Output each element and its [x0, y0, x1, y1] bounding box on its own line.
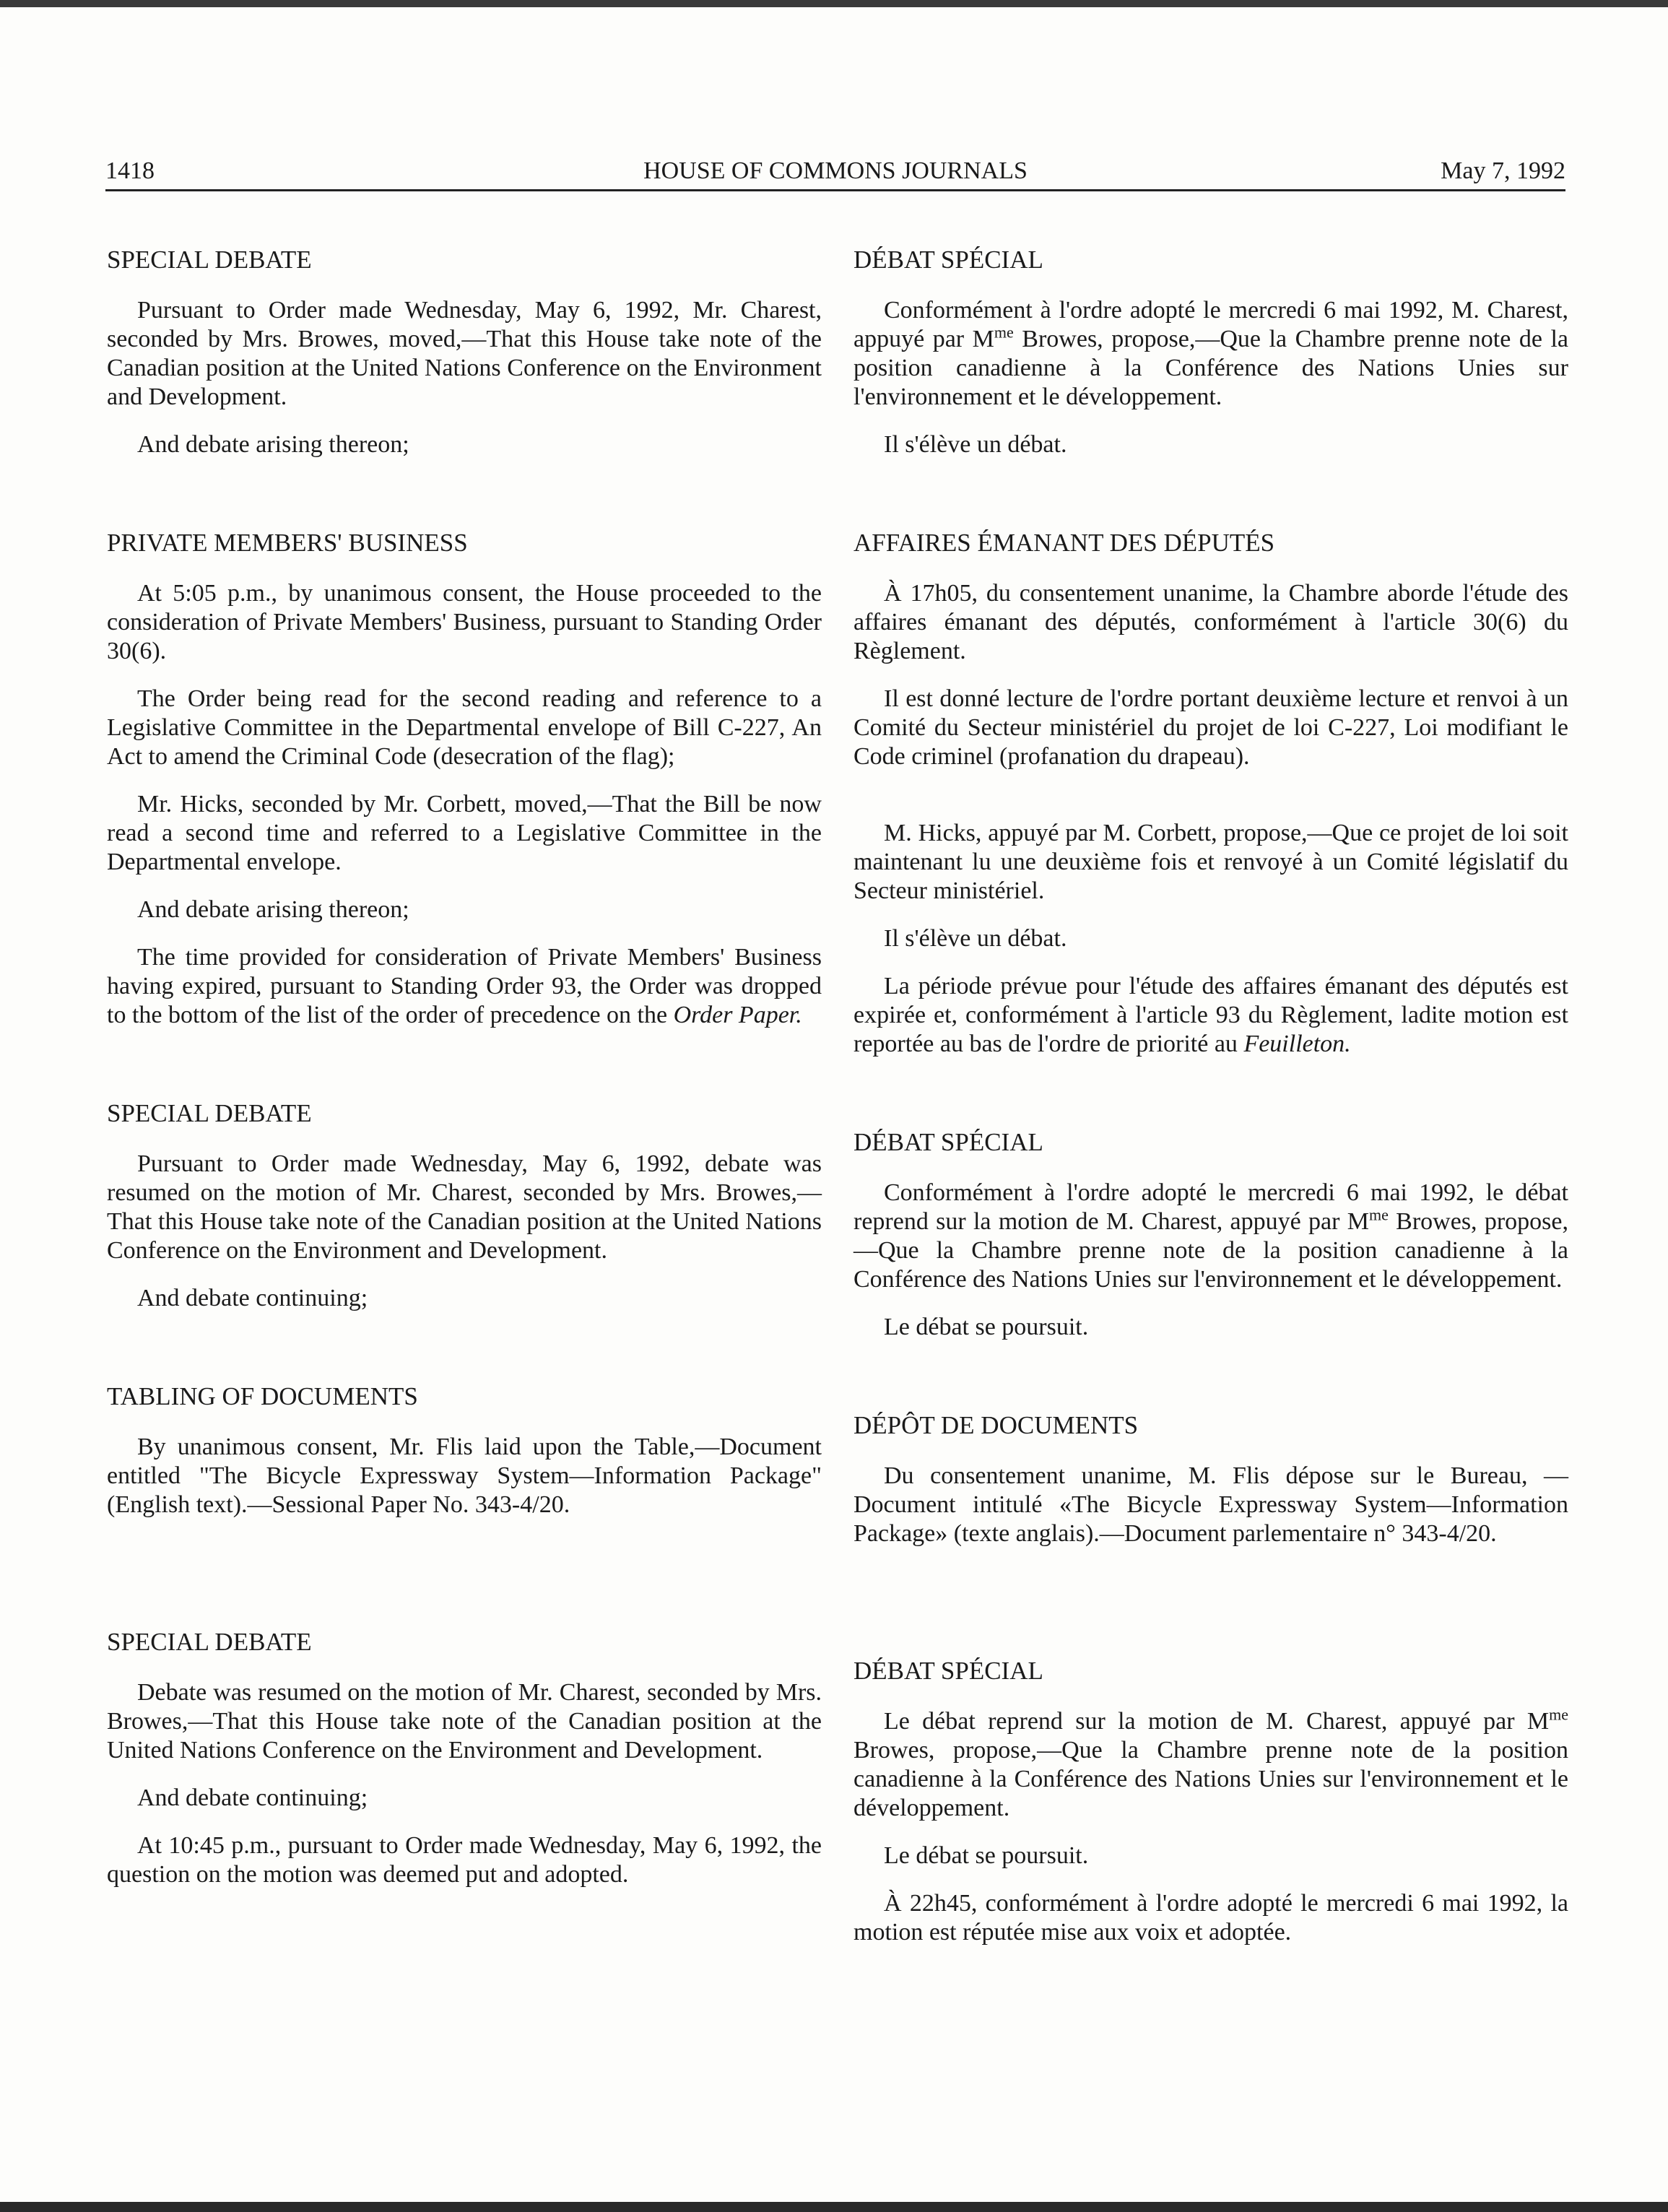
- section-tabling-of-documents-en: [107, 1382, 822, 1519]
- section-heading: SPECIAL DEBATE: [107, 246, 312, 274]
- section-debat-special-3-fr: [853, 1657, 1568, 1947]
- paragraph: Debate was resumed on the motion of Mr. Charest, seconded by Mrs. Browes,—That this House take note of the Canadian position at the United Nations Conference on the Environment and Development.: [107, 1679, 822, 1764]
- section-debat-special-2-fr: [853, 1128, 1568, 1342]
- paragraph-text: Browes, propose,—Que la Chambre prenne note de la position canadienne à la Conférence des Nations Unies sur l'environnement et le développement.: [853, 1737, 1568, 1821]
- paragraph-text: Le débat reprend sur la motion de M. Charest, appuyé par M: [884, 1708, 1550, 1735]
- feuilleton-title: Feuilleton.: [1243, 1031, 1351, 1057]
- paragraph: And debate continuing;: [137, 1285, 368, 1311]
- paragraph-text: Conformément à l'ordre adopté le mercredi 6 mai 1992, le débat reprend sur la motion de M. Charest, appuyé par M: [853, 1179, 1568, 1235]
- paragraph: The Order being read for the second reading and reference to a Legislative Committee in the Departmental envelope of Bill C-227, An Act to amend the Criminal Code (desecration of the flag);: [107, 685, 822, 770]
- section-heading: TABLING OF DOCUMENTS: [107, 1382, 418, 1410]
- paragraph: À 22h45, conformément à l'ordre adopté le mercredi 6 mai 1992, la motion est réputée mise aux voix et adoptée.: [853, 1890, 1568, 1946]
- section-heading: SPECIAL DEBATE: [107, 1099, 312, 1127]
- scan-bottom-edge: [0, 2202, 1668, 2212]
- section-heading: DÉPÔT DE DOCUMENTS: [853, 1411, 1139, 1439]
- section-affaires-emanant-fr: [853, 529, 1568, 1059]
- paragraph: And debate arising thereon;: [137, 431, 409, 458]
- section-heading: PRIVATE MEMBERS' BUSINESS: [107, 529, 468, 557]
- paragraph: [853, 972, 1568, 1059]
- paragraph: At 10:45 p.m., pursuant to Order made Wednesday, May 6, 1992, the question on the motion was deemed put and adopted.: [107, 1832, 822, 1888]
- section-private-members-business-en: [107, 529, 822, 1030]
- paragraph: And debate continuing;: [137, 1784, 368, 1811]
- section-heading: DÉBAT SPÉCIAL: [853, 246, 1043, 274]
- paragraph: [853, 1179, 1568, 1294]
- journal-date: May 7, 1992: [1441, 157, 1565, 184]
- paragraph-text: La période prévue pour l'étude des affaires émanant des députés est expirée et, conformément à l'article 93 du Règlement, ladite motion est reportée au bas de l'ordre de priorité au: [853, 973, 1568, 1057]
- paragraph-text: The time provided for consideration of Private Members' Business having expired, pursuant to Standing Order 93, the Order was dropped to the bottom of the list of the order of precedence on the: [107, 944, 822, 1028]
- paragraph: [853, 1707, 1568, 1823]
- scan-top-edge: [0, 0, 1668, 7]
- paragraph: Il s'élève un débat.: [884, 925, 1067, 952]
- english-column: [107, 246, 822, 1908]
- section-heading: DÉBAT SPÉCIAL: [853, 1657, 1043, 1685]
- superscript: me: [1549, 1705, 1568, 1724]
- paragraph: Il est donné lecture de l'ordre portant deuxième lecture et renvoi à un Comité du Secteur ministériel du projet de loi C-227, Loi modifiant le Code criminel (profanation du drapeau).: [853, 685, 1568, 770]
- paragraph: Le débat se poursuit.: [884, 1314, 1089, 1340]
- paragraph: By unanimous consent, Mr. Flis laid upon the Table,—Document entitled "The Bicycle Expressway System—Information Package" (English text).—Sessional Paper No. 343-4/20.: [107, 1434, 822, 1518]
- paragraph: Du consentement unanime, M. Flis dépose sur le Bureau, —Document intitulé «The Bicycle Expressway System—Information Package» (texte anglais).—Document parlementaire n° 343-4/20.: [853, 1462, 1568, 1547]
- running-head: [105, 155, 1565, 191]
- paragraph: And debate arising thereon;: [137, 896, 409, 923]
- french-column: [853, 246, 1568, 1966]
- paragraph: Il s'élève un débat.: [884, 431, 1067, 458]
- paragraph: [853, 296, 1568, 412]
- paragraph-text: Conformément à l'ordre adopté le mercredi 6 mai 1992, M. Charest, appuyé par M: [853, 297, 1568, 352]
- section-special-debate-3-en: [107, 1628, 822, 1889]
- superscript: me: [994, 323, 1014, 342]
- section-debat-special-1-fr: [853, 246, 1568, 459]
- section-heading: SPECIAL DEBATE: [107, 1628, 312, 1656]
- paragraph: Pursuant to Order made Wednesday, May 6, 1992, debate was resumed on the motion of Mr. Charest, seconded by Mrs. Browes,—That this House take note of the Canadian position at the United Nations Conference on the Environment and Development.: [107, 1150, 822, 1264]
- section-special-debate-2-en: [107, 1099, 822, 1313]
- paragraph: [107, 943, 822, 1030]
- section-depot-de-documents-fr: [853, 1411, 1568, 1548]
- paragraph-text: Browes, propose,—Que la Chambre prenne note de la position canadienne à la Conférence des Nations Unies sur l'environnement et le développement.: [853, 1208, 1568, 1293]
- section-heading: DÉBAT SPÉCIAL: [853, 1128, 1043, 1156]
- paragraph: At 5:05 p.m., by unanimous consent, the House proceeded to the consideration of Private Members' Business, pursuant to Standing Order 30(6).: [107, 580, 822, 664]
- paragraph: Pursuant to Order made Wednesday, May 6, 1992, Mr. Charest, seconded by Mrs. Browes, moved,—That this House take note of the Canadian position at the United Nations Conference on the Environment and Development.: [107, 297, 822, 410]
- paragraph: M. Hicks, appuyé par M. Corbett, propose,—Que ce projet de loi soit maintenant lu une deuxième fois et renvoyé à un Comité législatif du Secteur ministériel.: [853, 820, 1568, 904]
- page-number: 1418: [105, 157, 155, 184]
- section-heading: AFFAIRES ÉMANANT DES DÉPUTÉS: [853, 529, 1275, 557]
- section-special-debate-1-en: [107, 246, 822, 459]
- paragraph-text: Browes, propose,—Que la Chambre prenne note de la position canadienne à la Conférence des Nations Unies sur l'environnement et le développement.: [853, 326, 1569, 410]
- journal-title: HOUSE OF COMMONS JOURNALS: [643, 157, 1028, 184]
- paragraph: Mr. Hicks, seconded by Mr. Corbett, moved,—That the Bill be now read a second time and referred to a Legislative Committee in the Departmental envelope.: [107, 791, 822, 875]
- paragraph: À 17h05, du consentement unanime, la Chambre aborde l'étude des affaires émanant des députés, conformément à l'article 30(6) du Règlement.: [853, 580, 1568, 664]
- order-paper-title: Order Paper.: [673, 1002, 802, 1028]
- superscript: me: [1368, 1205, 1389, 1224]
- paragraph: Le débat se poursuit.: [884, 1842, 1089, 1869]
